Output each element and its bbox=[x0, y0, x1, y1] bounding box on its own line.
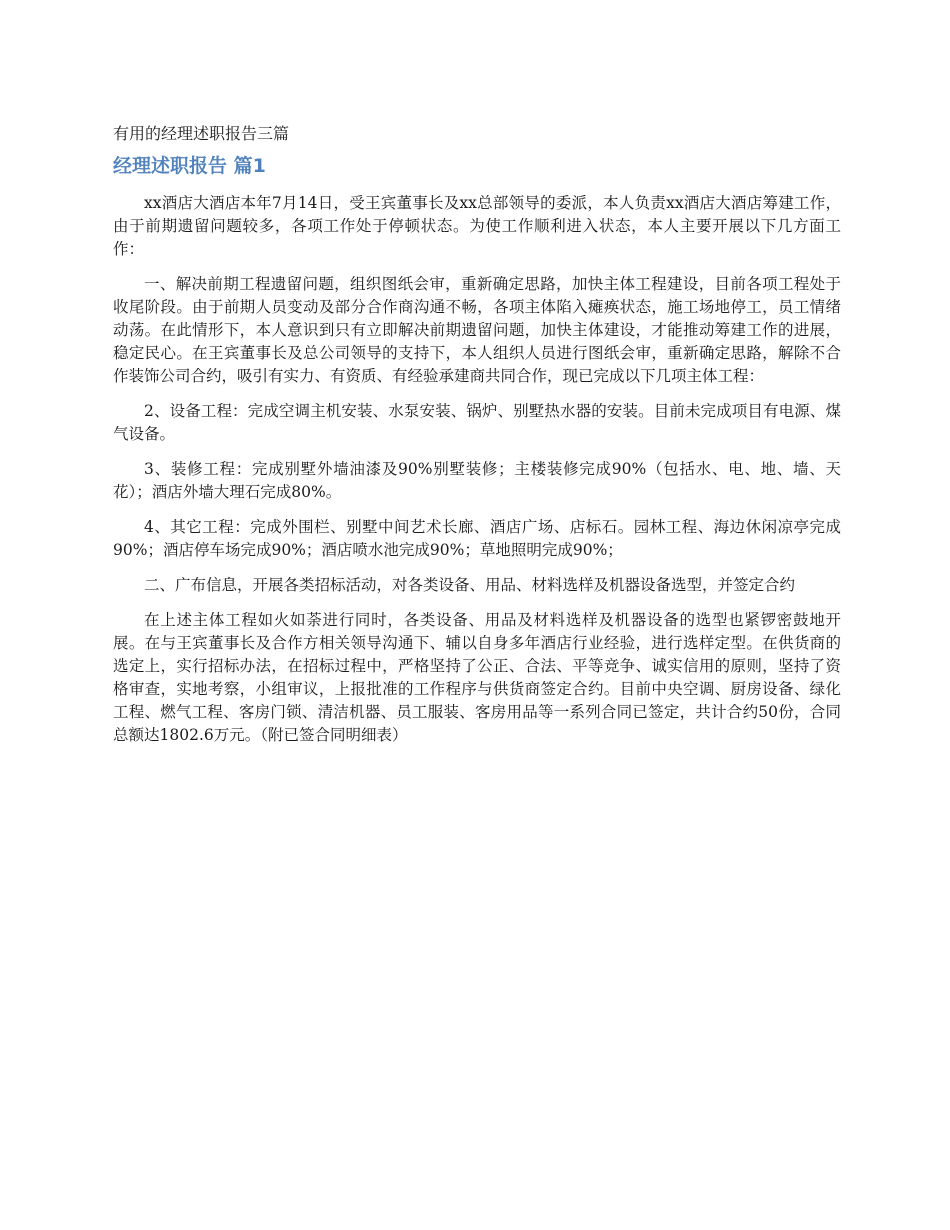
paragraph-decoration: 3、装修工程：完成别墅外墙油漆及90%别墅装修；主楼装修完成90%（包括水、电、地、墙、天花）；酒店外墙大理石完成80%。 bbox=[113, 460, 841, 501]
paragraph-item-2: 二、广布信息，开展各类招标活动，对各类设备、用品、材料选样及机器设备选型，并签定合约 bbox=[144, 576, 796, 594]
document-body bbox=[113, 122, 841, 759]
paragraph-item-1: 一、解决前期工程遗留问题，组织图纸会审，重新确定思路，加快主体工程建设，目前各项工程处于收尾阶段。由于前期人员变动及部分合作商沟通不畅，各项主体陷入瘫痪状态，施工场地停工，员工情绪动荡。在此情形下，本人意识到只有立即解决前期遗留问题，加快主体建设，才能推动筹建工作的进展，稳定民心。在王宾董事长及总公司领导的支持下，本人组织人员进行图纸会审，重新确定思路，解除不合作装饰公司合约，吸引有实力、有资质、有经验承建商共同合作，现已完成以下几项主体工程： bbox=[113, 275, 841, 385]
paragraph-other-works: 4、其它工程：完成外围栏、别墅中间艺术长廊、酒店广场、店标石。园林工程、海边休闲凉亭完成90%；酒店停车场完成90%；酒店喷水池完成90%；草地照明完成90%； bbox=[113, 518, 841, 559]
paragraph-intro: xx酒店大酒店本年7月14日，受王宾董事长及xx总部领导的委派，本人负责xx酒店大酒店筹建工作，由于前期遗留问题较多，各项工作处于停顿状态。为使工作顺利进入状态，本人主要开展以下几方面工作： bbox=[113, 194, 841, 258]
section-heading: 经理述职报告 篇1 bbox=[113, 155, 266, 177]
document-title: 有用的经理述职报告三篇 bbox=[113, 124, 290, 143]
paragraph-procurement: 在上述主体工程如火如荼进行同时，各类设备、用品及材料选样及机器设备的选型也紧锣密鼓地开展。在与王宾董事长及合作方相关领导沟通下、辅以自身多年酒店行业经验，进行选样定型。在供货商的选定上，实行招标办法，在招标过程中，严格坚持了公正、合法、平等竞争、诚实信用的原则，坚持了资格审查，实地考察，小组审议，上报批准的工作程序与供货商签定合约。目前中央空调、厨房设备、绿化工程、燃气工程、客房门锁、清洁机器、员工服装、客房用品等一系列合同已签定，共计合约50份，合同总额达1802.6万元。（附已签合同明细表） bbox=[113, 611, 841, 744]
paragraph-equipment: 2、设备工程：完成空调主机安装、水泵安装、锅炉、别墅热水器的安装。目前未完成项目有电源、煤气设备。 bbox=[113, 402, 841, 443]
